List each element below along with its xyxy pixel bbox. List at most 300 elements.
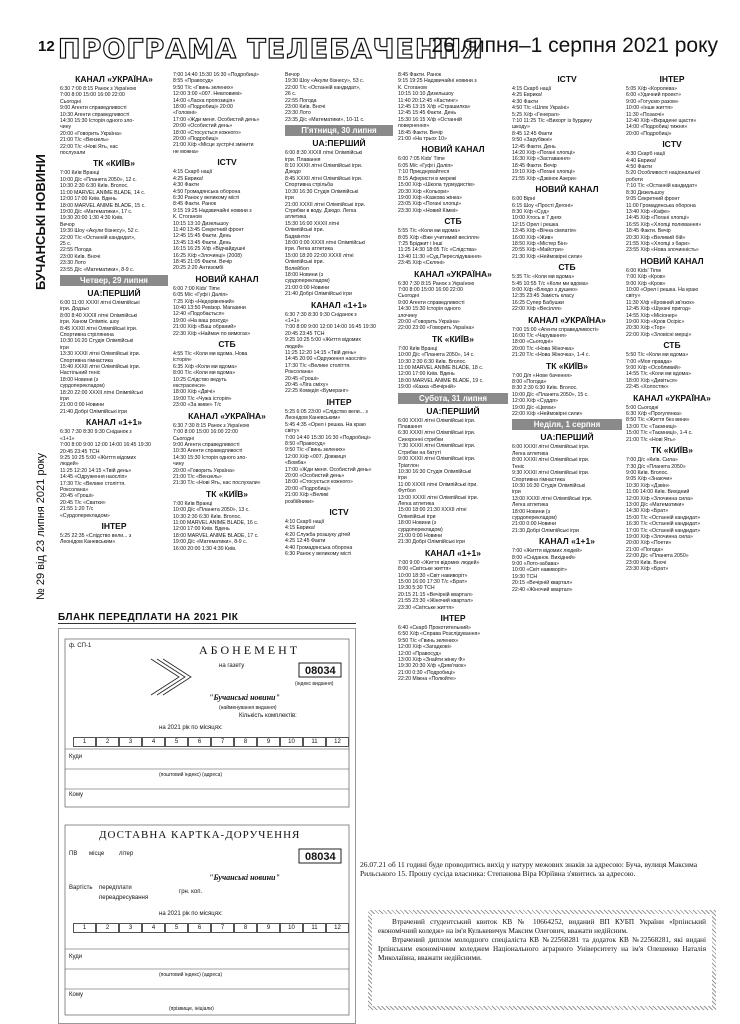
program-listing: 5:05 Х/ф «Королева» — [626, 86, 677, 92]
program-listing: сурдоперекладом) — [60, 383, 105, 390]
month-cell[interactable]: 11 — [303, 923, 326, 933]
program-listing: 8:30 2:30 6:30 Київ. Вголос. — [512, 385, 578, 392]
month-cell[interactable]: 7 — [211, 737, 234, 747]
program-listing: 13:00 Х/ф «Знайти жінку Ф» — [398, 657, 466, 664]
program-listing: 6:30 7:30 8:15 Ранок з Україною — [398, 280, 475, 287]
program-listing: 10:00 Д/с «Планета 2050», 15 с. — [512, 391, 589, 398]
program-listing: 16:25 Супер Бабушки — [512, 299, 564, 306]
program-column — [173, 72, 281, 610]
month-cell[interactable]: 5 — [165, 737, 188, 747]
month-cell[interactable]: 1 — [73, 737, 96, 747]
subscription-heading: БЛАНК ПЕРЕДПЛАТИ НА 2021 РІК — [58, 612, 356, 624]
program-listing: 9:00 Агенти справедливості — [173, 441, 240, 448]
month-cell[interactable]: 10 — [280, 923, 303, 933]
program-listing: 22:00 Х/ф «Весілля» — [512, 306, 562, 313]
program-listing: 7:00 Д/с «Київ. Сила» — [626, 457, 678, 464]
program-listing: 9:15 19:25 Надзвичайні новини з — [398, 78, 477, 85]
program-listing: не можна» — [173, 148, 199, 155]
program-listing: 7:00 Київ Вранці — [398, 345, 438, 352]
channel-heading: КАНАЛ «УКРАЇНА» — [188, 410, 266, 421]
program-listing: 10:30 2:30 6:30 Київ. Вголос. — [398, 358, 467, 365]
program-listing: 12:00 17:00 Київ. Вдень — [398, 371, 455, 378]
month-row-2 — [73, 923, 349, 933]
program-listing: 10:30 Агенти справедливості — [173, 448, 243, 455]
program-listing: 8:45 Факти. Ранок — [398, 72, 442, 78]
program-listing: 4:20 Служба розшуку дітей — [285, 531, 351, 538]
program-listing: 21:00 Т/с «Нові Ять» — [626, 436, 676, 443]
program-listing: 7:00 Д/п «Нове бачення» — [512, 372, 572, 379]
program-column — [60, 72, 168, 610]
program-listing: 19:00 Х/ф «Казкова жінка» — [398, 194, 463, 201]
program-listing: 12:40 «Подобається» — [173, 311, 225, 318]
program-listing: 18:00 Х/ф «Дивіться» — [626, 377, 678, 384]
program-listing: 5:00 Сьогодні — [626, 404, 659, 411]
program-listing: 13:40 11:30 «Суд.Переслідування» — [398, 253, 482, 260]
program-listing: 20:00 «Подробиці» — [173, 136, 219, 143]
program-listing: 11:25 12:20 14:15 «Твій день» — [285, 350, 357, 357]
program-listing: 13:00 XXXII літні Олімпійські ігри. — [398, 494, 479, 501]
program-listing: 7:00 «Моя правда» — [626, 358, 673, 365]
program-listing: Синхронні стрибки — [398, 436, 444, 443]
program-listing: 20:45 23:45 ТСН — [60, 448, 100, 455]
program-listing: 8:45 12:45 Факти — [512, 130, 553, 137]
channel-heading: ТК «КИЇВ» — [206, 488, 248, 499]
program-listing: 10:30 Х/ф «Дзвін» — [626, 482, 670, 489]
program-listing: 11:30 «Позаочі» — [626, 111, 665, 118]
month-cell[interactable]: 12 — [326, 923, 349, 933]
program-listing: Леонідом Каневським» — [285, 415, 341, 422]
program-listing: 21:55 Х/ф «Хлопці з бари» — [626, 240, 690, 247]
program-listing: 9:00 «Лото-забава» — [512, 560, 559, 567]
program-listing: 10:00 «Інше життя» — [626, 105, 673, 112]
program-listing: «Головні» — [173, 110, 197, 117]
channel-heading: КАНАЛ «1+1» — [425, 547, 481, 558]
pv-label: ПВ — [69, 851, 78, 857]
program-listing: 21:55 1:20 Т/с — [60, 506, 94, 513]
program-listing: 7:00 15:00 «Агенти справедливості» — [512, 326, 599, 333]
month-cell[interactable]: 7 — [211, 923, 234, 933]
channel-heading: НОВИЙ КАНАЛ — [535, 184, 599, 195]
program-listing: 23:00 «За живе» Т/с — [173, 402, 222, 409]
program-listing: 15:40 XXXII літні Олімпійські ігри. — [60, 364, 141, 371]
logo-drawing — [151, 659, 191, 695]
channel-heading: ТК «КИЇВ» — [93, 158, 135, 169]
program-listing: 9:50 Т/с «Гвинь зелених» — [173, 84, 234, 91]
issue-info: № 29 від 23 липня 2021 року — [35, 452, 47, 600]
program-listing: 20:00 «Подробиці» — [285, 485, 331, 492]
program-listing: 21:30 Добрі Олімпійські ігри — [398, 539, 465, 546]
program-listing: 16:15 16:25 Х/ф «Відчайдушні — [173, 246, 246, 253]
month-cell[interactable]: 6 — [188, 923, 211, 933]
program-listing: ігри. Додзьо — [60, 306, 90, 313]
program-listing: 6:00 11:00 XXXII літні Олімпійські — [60, 299, 140, 306]
program-listing: 9:00 Агенти справедливості — [60, 105, 127, 112]
program-listing: послухали — [60, 150, 86, 157]
program-listing: 10:00 Д/с «Планета 2050», 12 с. — [60, 176, 137, 183]
program-listing: 6:05 М/с «Гуфі і Далія» — [173, 292, 228, 299]
program-listing: 9:50 «Зарубіжні» — [512, 137, 553, 144]
program-listing: 10:30 16:30 Студія Олімпійські — [398, 468, 472, 475]
program-listing: 22:00 Т/с «Нові Ять, нас — [60, 143, 118, 150]
month-cell[interactable]: 3 — [119, 737, 142, 747]
subscription-form-drawing — [59, 629, 355, 1023]
program-listing: 20:00 «Говорить Україна» — [173, 467, 235, 474]
program-listing: 23:00 Київ. Вночі — [626, 559, 667, 566]
program-listing: 21:00 XXXII літні Олімпійські ігри. — [285, 201, 366, 208]
channel-heading: КАНАЛ «УКРАЇНА» — [414, 268, 492, 279]
program-listing: 16:55 Х/ф «Хлопці полювання» — [626, 221, 702, 228]
program-listing: 10:30 16:30 Студія Олімпійські — [512, 482, 586, 489]
where-label: Куди — [69, 754, 83, 760]
program-listing: 4:50 Факти — [626, 164, 652, 171]
program-listing: ігри. Легка атлетика — [285, 246, 333, 253]
month-cell[interactable]: 8 — [234, 923, 257, 933]
month-cell[interactable]: 5 — [165, 923, 188, 933]
program-listing: 20:00 «Говорить Україна» — [60, 130, 122, 137]
program-listing: 21:00 Х/ф «Ваш обраний» — [173, 324, 237, 331]
program-listing: 17:00 «Жди меня. Особистий день» — [173, 116, 260, 123]
program-listing: ігри — [398, 475, 407, 482]
month-cell[interactable]: 9 — [257, 923, 280, 933]
program-listing: 6:30 7:00 8:15 Ранок з Україною — [60, 86, 137, 92]
program-listing: 18:00 Х/ф «Двічі» — [173, 389, 216, 396]
program-listing: 21:00 «На трьох 10» — [398, 136, 447, 143]
card-whom-label: Кому — [69, 992, 84, 998]
card-year-label: на 2021 рік по місяцях: — [159, 911, 223, 917]
program-listing: 9:05 Секретний фронт — [626, 196, 680, 203]
program-listing: 21:00 0:00 Новини — [285, 284, 330, 291]
program-listing: 4:55 Т/с «Коли ми вдома. Нова — [173, 351, 248, 358]
program-listing: ігри — [285, 195, 294, 202]
program-listing: 6:00 Вірні — [512, 196, 536, 203]
program-listing: 12:45 15:45 Факти. День — [173, 233, 232, 240]
program-listing: 5:45 4:35 «Орел і решка. На краю — [285, 421, 366, 428]
program-listing: 6:35 Х/ф «Коли ми вдома» — [173, 363, 238, 370]
program-listing: Олімпійські ігри — [398, 513, 436, 520]
program-listing: 14:20 Х/ф «Погані хлопці» — [512, 150, 576, 157]
program-listing: Стрибки на батуті — [398, 449, 441, 456]
program-listing: 12:35 23:45 Замість класу — [512, 293, 575, 300]
program-listing: 23:45 Х/ф «Скляні» — [398, 260, 445, 267]
program-listing: 17:00 «Жди меня. Особистий день» — [285, 466, 372, 473]
program-listing: 7:00 8:00 15:00 16:00 22:00 — [60, 92, 125, 99]
program-listing: 7:00 8:00 9:00 12:00 14:00 16:45 19:30 — [285, 324, 376, 331]
program-listing: 9:25 10:25 5:00 «Життя відомих — [60, 454, 136, 461]
channel-heading: ІНТЕР — [659, 74, 685, 84]
program-listing: 6:30 7:30 8:30 9:30 Сніданок з — [285, 311, 357, 318]
surname-caption: (прізвище, ініціали) — [169, 1006, 214, 1012]
program-listing: 13:00 Д/с «Математики» — [626, 501, 685, 508]
program-listing: 16:00 Т/с «Чарування» — [512, 333, 567, 339]
channel-heading: КАНАЛ «1+1» — [311, 299, 367, 310]
program-listing: 5:25 6:05 23:00 «Слідство вели... з — [285, 408, 368, 415]
program-listing: 19:30 Шоу «Акули бізнесу», 52 с. — [60, 228, 140, 235]
program-listing: 9:30 XXXII літні Олімпійські ігри. — [512, 470, 590, 477]
program-listing: 19:00 «Казка «Вечірній» — [398, 384, 456, 391]
program-listing: Легка атлетика — [512, 450, 549, 457]
program-listing: 19:00 Д/с «Цвяхи» — [512, 404, 557, 411]
program-listing: Сьогодні — [173, 435, 194, 442]
program-listing: 10:15 13:10 Дизельшоу — [173, 220, 229, 227]
month-cell[interactable]: 9 — [257, 737, 280, 747]
month-cell[interactable]: 2 — [96, 737, 119, 747]
month-cell[interactable]: 1 — [73, 923, 96, 933]
program-listing: 23:35 Д/с «Математики», 10-11 с. — [285, 116, 365, 123]
program-listing: 20:45 23:45 ТСН — [285, 330, 325, 337]
program-listing: 6:00 XXXII літні Олімпійські ігри. — [398, 417, 476, 424]
program-listing: 7:10 11:25 Т/с «Вихорт із бурдину — [512, 118, 592, 125]
program-listing: світу» — [626, 293, 641, 300]
program-listing: 23:30 «Світське життя» — [398, 604, 455, 611]
program-listing: 19:30 5:30 ТСН — [398, 585, 435, 592]
boundary-notice: 26.07.21 об 11 годині буде проводитись вихід у натуру межових знаків за адресою: Буча, вулиця Максима Рильського 15. Прошу сусіда власника: Степанова Віра Юріївна з'явитись за адресою. — [360, 860, 698, 878]
program-listing: 5:55 Т/с «Коли ми вдома» — [398, 228, 461, 235]
program-listing: «1+1» — [60, 435, 75, 442]
program-listing: 23:05 Х/ф «Погані хлопці» — [398, 201, 462, 208]
program-column — [512, 72, 622, 852]
program-listing: 22:45 «Холостяк» — [626, 384, 669, 391]
program-listing: 12:00 «Правосуд» — [398, 650, 442, 657]
channel-heading: СТБ — [558, 262, 576, 273]
program-listing: 9:00 Київ. Вголос. — [626, 469, 669, 476]
program-listing: 10:00 Д/с «Планета 2050», 13 с. — [173, 507, 250, 514]
card-newspaper-title: "Бучанські новини" — [209, 873, 280, 882]
program-listing: 23:00 Київ. Вночі — [285, 104, 326, 111]
channel-heading: UA:ПЕРШИЙ — [540, 432, 594, 443]
program-listing: 14:30 Х/ф «Брат» — [626, 508, 669, 515]
month-cell[interactable]: 2 — [96, 923, 119, 933]
program-listing: 22:55 Погода — [285, 97, 317, 104]
day-heading: Четвер, 29 липня — [60, 275, 168, 286]
program-listing: 8:00 Т/с «Коли ми вдома» — [173, 370, 236, 377]
program-listing: Футбол — [398, 488, 416, 495]
program-listing: 11:00 Громадянська оборона — [626, 202, 696, 209]
month-cell[interactable]: 4 — [142, 737, 165, 747]
program-listing: 20:00 «Особистий день» — [285, 472, 345, 479]
channel-heading: НОВИЙ КАНАЛ — [421, 144, 485, 155]
program-listing: 4:25 12:45 Факти — [285, 538, 326, 545]
program-listing: 14:30 15:30 Історія одного зло- — [173, 454, 248, 461]
program-listing: «1+1» — [285, 318, 300, 324]
program-listing: Вечор — [285, 72, 300, 78]
program-listing: 8:00 «Світське життя» — [398, 566, 452, 573]
program-listing: 11:25 14:30 18:05 Т/с «Слідства» — [398, 247, 477, 254]
program-listing: 20:45 Т/с «Сватки» — [60, 499, 106, 506]
program-listing: 7:25 Х/ф «Недорівняний» — [173, 298, 235, 305]
program-listing: 13:40 Х/ф «Кафе» — [626, 208, 670, 215]
program-listing: Стрибки в воду. Дзюдо. Легка — [285, 207, 357, 214]
program-listing: сурдоперекладом) — [512, 514, 557, 521]
program-listing: 6:00 7:05 Kids' Time — [398, 156, 445, 163]
program-listing: 9:00 XXXII літні Олімпійські ігри. — [398, 456, 476, 463]
program-listing: 12:00 3:00 «007. Невловимі» — [173, 91, 242, 98]
channel-heading: КАНАЛ «УКРАЇНА» — [75, 74, 153, 84]
program-listing: К. Стоганом — [173, 214, 202, 221]
channel-heading: ICTV — [662, 139, 682, 150]
month-cell[interactable]: 10 — [280, 737, 303, 747]
program-listing: 20:30 Х/ф «Великий бій» — [626, 234, 686, 241]
program-listing: 9:00 Агенти справедливості — [398, 299, 465, 306]
channel-heading: UA:ПЕРШИЙ — [312, 138, 366, 149]
month-cell[interactable]: 6 — [188, 737, 211, 747]
program-listing: шкоду» — [512, 124, 530, 131]
page-title: ПРОГРАМА ТЕЛЕБАЧЕННЯ — [58, 32, 484, 68]
subscription-form — [58, 628, 356, 1024]
channel-heading: ICTV — [557, 74, 577, 84]
program-listing: 15:30 16:15 Х/ф «Останній — [398, 116, 462, 123]
program-listing: 22:00 Х/ф «Неймовірні сили» — [512, 411, 583, 418]
program-listing: 19:30 20:30 Х/ф «Дзяв'язок» — [398, 663, 467, 670]
program-listing: 7:00 9:00 «Життя відомих людей» — [398, 559, 480, 566]
program-listing: 21:55 Х/ф «Дзвінок Азери» — [512, 175, 577, 182]
program-listing: 12:00 Х/ф «Злочинна сила» — [626, 495, 693, 502]
program-listing: 13:30 XXXII літні Олімпійські ігри. — [60, 351, 141, 358]
program-listing: 10:40 13:50 Ревізор. Магазини — [173, 305, 246, 311]
card-who-caption: (поштовий індекс) (адреса) — [159, 972, 223, 978]
program-listing: 18:00 0:00 XXXII літні Олімпійські — [285, 239, 365, 246]
program-listing: 8:30 Х/ф «Суд» — [512, 208, 550, 215]
index-value: 08034 — [305, 665, 336, 677]
program-listing: 8:00 «Сніданок. Вихідний» — [512, 554, 576, 561]
program-listing: 12:45 13:15 Х/ф «Страшилка» — [398, 104, 471, 111]
program-listing: 21:00 Т/с «Вензель» — [60, 137, 109, 144]
program-listing: 4:25 Еврика! — [173, 175, 204, 182]
program-listing: Бадмінтон — [285, 233, 310, 240]
program-listing: 14:55 Т/с «Коли ми вдома» — [626, 371, 691, 378]
program-listing: 11:40 13:45 Секретний фронт — [173, 226, 244, 233]
program-listing: 9:00 Х/ф «Особливий» — [626, 365, 681, 372]
month-cell[interactable]: 12 — [326, 737, 349, 747]
program-listing: «Сурдоперекладом» — [60, 512, 110, 519]
day-heading: П'ятниця, 30 липня — [285, 125, 393, 136]
program-listing: 7:10 Приєднувайтеся — [398, 169, 450, 176]
quantity-label: Кількість комплектів: — [239, 713, 297, 719]
program-listing: 15:00 16:00 17:30 Т/с «Брат» — [398, 579, 468, 585]
program-listing: 14:30 15:30 Історія одного зло- — [60, 118, 135, 125]
program-listing: 10:15 10:10 Дизельшоу — [398, 91, 454, 98]
program-listing: повернення» — [398, 123, 430, 130]
program-listing: Леонідом Каневським» — [60, 539, 116, 546]
kind-label: на газету — [219, 663, 245, 669]
day-heading: Неділя, 1 серпня — [512, 419, 622, 430]
program-listing: 21:00 «Погода» — [626, 546, 664, 553]
program-listing: 4:50 Т/с «Шлях Україні» — [512, 105, 570, 112]
program-listing: 21:55 23:30 «Жіночий квартал» — [398, 598, 473, 605]
program-listing: 20:55 Х/ф «Майстри» — [512, 247, 564, 254]
program-listing: 18:50 Х/ф «Містер Бін» — [512, 240, 568, 247]
program-listing: 9:05 Х/ф «Знаючи» — [626, 476, 673, 483]
program-listing: 18:45 21:05 Факти. Вечір — [173, 258, 233, 265]
program-listing: 8:45 Факти. Ранок — [173, 201, 217, 208]
program-listing: 16:25 Х/ф «Злочинці» (2008) — [173, 252, 242, 259]
program-listing: 20:15 21:15 «Вечірній квартал» — [398, 591, 473, 598]
program-listing: 20:00 Т/с «Нова Жіночка» — [512, 345, 575, 352]
program-listing: 14:30 15:30 Історія одного — [398, 306, 461, 313]
program-listing: 26 с. — [285, 91, 297, 98]
program-listing: 22:40 «Жіночий квартал» — [512, 586, 573, 593]
channel-heading: СТБ — [218, 339, 236, 350]
month-cell[interactable]: 8 — [234, 737, 257, 747]
program-listing: 9:00 «Готуємо разом» — [626, 98, 679, 105]
program-listing: Теніс — [512, 463, 525, 470]
program-listing: 15:00 Х/ф «Школа турмудистів» — [398, 182, 475, 189]
program-listing: 14:00 «Ласка пропозиція» — [173, 97, 236, 104]
program-listing: 10:25 Слідство ведуть — [173, 376, 227, 383]
program-listing: 18:45 Факти. Вечір — [512, 162, 557, 169]
program-listing: 20:45 «Ліга сміху» — [285, 382, 329, 389]
index-caption: (індекс видання) — [295, 681, 334, 687]
program-listing: «Бомба» — [285, 460, 307, 467]
program-listing: Сьогодні — [60, 98, 81, 105]
program-listing: 18:00 Новини (з — [398, 520, 437, 527]
channel-heading: СТБ — [663, 340, 681, 351]
program-listing: 23:30 Лото — [285, 110, 311, 117]
program-listing: 6:30 7:30 8:15 Ранок з Україною — [173, 422, 250, 429]
program-listing: 6:30 7:30 8:30 9:30 Сніданок з — [60, 429, 132, 436]
program-listing: 23:30 Х/ф «Новий Кіммі» — [398, 207, 458, 214]
program-listing: Вечор — [60, 221, 75, 228]
program-listing: Спортивна гімнастика — [512, 476, 565, 483]
program-listing: 22:00 Т/с «Останній кандидат», — [285, 84, 361, 91]
program-listing: Спортивна стрілянина — [60, 332, 114, 338]
channel-heading: ТК «КИЇВ» — [651, 445, 693, 456]
program-listing: 13:00 XXXII літні Олімпійські ігри. — [512, 495, 593, 502]
program-listing: 7:30 Д/с «Планета 2050» — [626, 463, 686, 470]
place-label: місце — [89, 851, 105, 857]
channel-heading: ТК «КИЇВ» — [432, 333, 474, 344]
program-listing: 22:55 Погода — [60, 247, 92, 254]
month-cell[interactable]: 4 — [142, 923, 165, 933]
program-listing: 8:50 «Правосуд» — [285, 440, 326, 447]
program-listing: 8:30 Дизельшоу — [626, 189, 665, 196]
program-listing: 20:00 «Говорить Україна» — [398, 319, 460, 325]
month-cell[interactable]: 11 — [303, 737, 326, 747]
program-listing: 19:00 Д/с «Математики», 17 с. — [60, 208, 133, 215]
program-listing: 15:00 Т/с «Останній кандидат» — [626, 514, 701, 521]
program-listing: 23:30 Лото — [60, 260, 86, 267]
channel-heading: КАНАЛ «1+1» — [539, 536, 595, 547]
month-cell[interactable]: 3 — [119, 923, 142, 933]
channel-heading: ICTV — [329, 506, 349, 517]
newspaper-name: БУЧАНСЬКІ НОВИНИ — [33, 154, 48, 290]
program-listing: 14:55 Х/ф «Місіонер» — [626, 312, 678, 319]
program-listing: 10:30 16:30 Студія Олімпійські — [285, 188, 359, 195]
program-listing: 7:00 «Життя відомих людей» — [512, 548, 582, 555]
program-listing: 19:00 Х/ф «Кров Осіріс» — [626, 319, 685, 325]
program-listing: 4:25 Еврика! — [512, 92, 543, 99]
program-listing: 19:30 ТСН — [512, 573, 538, 580]
program-listing: 15:30 16:00 XXXII літні — [285, 220, 340, 227]
subscription-label: передплати — [99, 885, 132, 891]
program-listing: 18:00 «Подробиці» 20:00 — [173, 104, 233, 111]
program-listing: 12:45 Х/ф «Шукачі пригод» — [626, 306, 691, 313]
program-listing: 21:30 Т/с «Нові Ять, нас послухали» — [173, 480, 261, 487]
program-listing: 4:40 Еврика! — [626, 157, 657, 164]
program-listing: 5:45 10:55 Т/с «Коли ми вдома» — [512, 280, 589, 287]
card-title: ДОСТАВНА КАРТКА-ДОРУЧЕННЯ — [99, 829, 301, 841]
program-listing: 22:00 Х/ф «Зловісні мерці» — [626, 331, 692, 338]
program-listing: 6:00 Kids' Time — [626, 267, 662, 274]
program-listing: 20:15 «Вечірній квартал» — [512, 580, 573, 587]
program-listing: 20:30 Х/ф «Тор» — [626, 325, 666, 332]
program-listing: 12:00 Х/ф «007. Довжиця — [285, 453, 346, 460]
program-listing: 19:00 «На ваш розсуд» — [173, 317, 229, 324]
program-listing: 20:30 Х/ф «Кольори» — [398, 188, 449, 195]
program-listing: 21:00 0:00 Новини — [512, 521, 557, 528]
program-listing: 7:25 Бріджит і Інші — [398, 240, 443, 247]
program-listing: 12:00 17:00 Київ. Вдень — [173, 526, 230, 533]
program-listing: 10:00 Д/с «Планета 2050», 14 с. — [398, 352, 475, 359]
